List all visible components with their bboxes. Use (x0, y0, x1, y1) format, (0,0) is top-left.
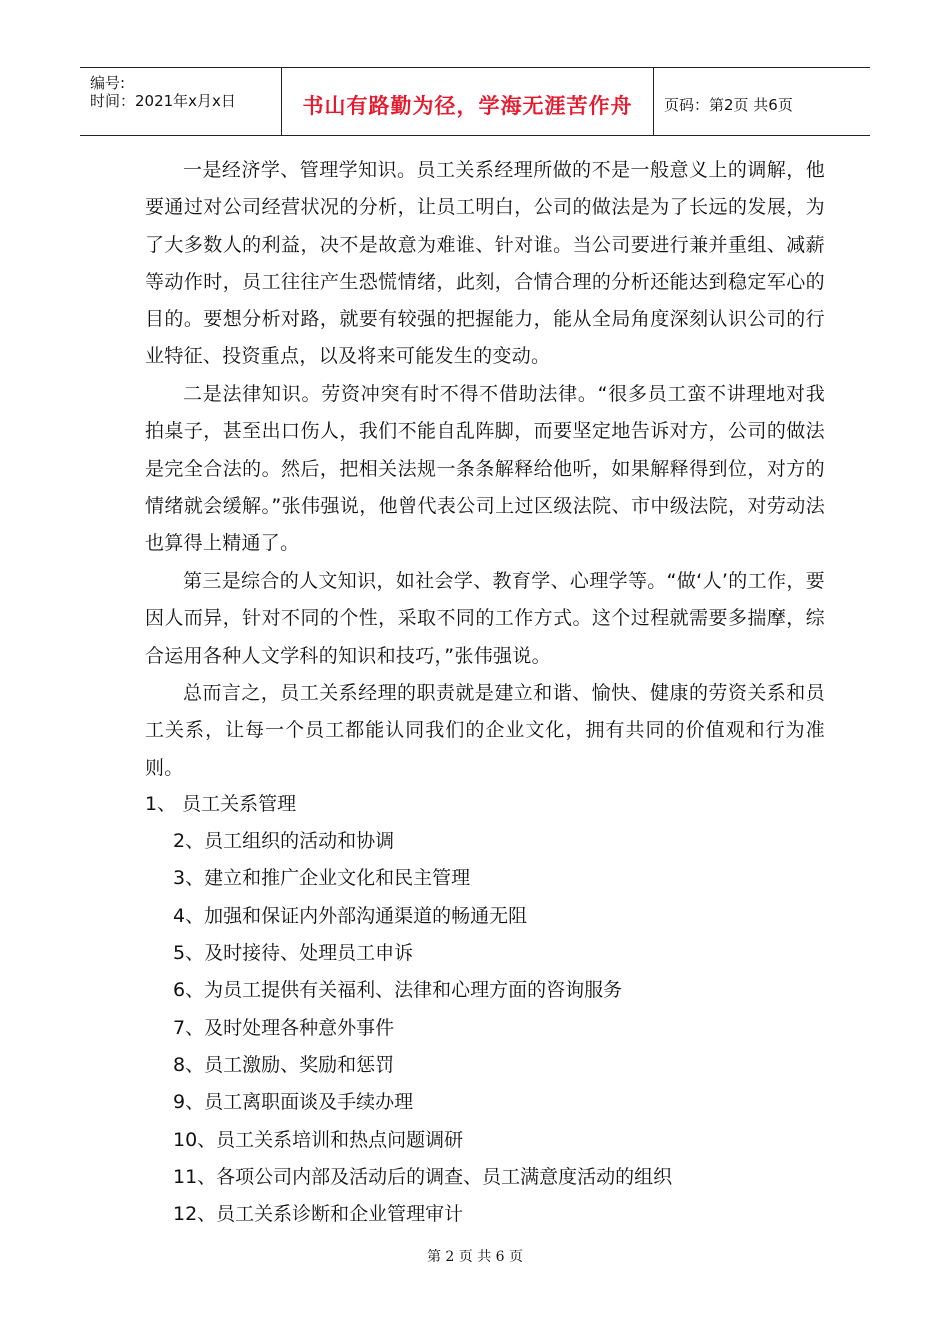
list-item: 1、 员工关系管理 (145, 793, 297, 815)
header-meta-cell (80, 68, 282, 135)
list-item: 5、及时接待、处理员工申诉 (173, 942, 414, 964)
list-item: 4、加强和保证内外部沟通渠道的畅通无阻 (173, 905, 528, 927)
paragraph-law: 二是法律知识。劳资冲突有时不得不借助法律。“很多员工蛮不讲理地对我拍桌子，甚至出口伤人，我们不能自乱阵脚，而要坚定地告诉对方，公司的做法是完全合法的。然后，把相关法规一条条解释给他听，如果解释得到位，对方的情绪就会缓解。”张伟强说，他曾代表公司上过区级法院、市中级法院，对劳动法也算得上精通了。 (145, 383, 825, 555)
page-footer: 第 2 页 共 6 页 (426, 1249, 524, 1265)
list-item: 8、员工激励、奖励和惩罚 (173, 1054, 395, 1076)
list-item: 3、建立和推广企业文化和民主管理 (173, 867, 471, 889)
list-item: 12、员工关系诊断和企业管理审计 (173, 1203, 464, 1225)
header-motto-cell (282, 68, 654, 135)
header-page-cell (654, 68, 870, 135)
list-item: 9、员工离职面谈及手续办理 (173, 1091, 414, 1113)
list-item: 7、及时处理各种意外事件 (173, 1017, 395, 1039)
list-item: 6、为员工提供有关福利、法律和心理方面的咨询服务 (173, 979, 623, 1001)
paragraph-summary: 总而言之，员工关系经理的职责就是建立和谐、愉快、健康的劳资关系和员工关系，让每一个员工都能认同我们的企业文化，拥有共同的价值观和行为准则。 (145, 682, 825, 779)
paragraph-humanities: 第三是综合的人文知识，如社会学、教育学、心理学等。“做‘人’的工作，要因人而异，针对不同的个性，采取不同的工作方式。这个过程就需要多揣摩，综合运用各种人文学科的知识和技巧，”张伟强说。 (145, 570, 825, 667)
list-item: 10、员工关系培训和热点问题调研 (173, 1129, 464, 1151)
page-info: 页码：第2页 共6页 (664, 96, 793, 114)
date-label: 时间：2021年x月x日 (90, 92, 236, 110)
list-item: 11、各项公司内部及活动后的调查、员工满意度活动的组织 (173, 1166, 673, 1188)
serial-label: 编号: (90, 74, 126, 92)
list-item: 2、员工组织的活动和协调 (173, 830, 395, 852)
page-header (80, 67, 870, 136)
paragraph-economics: 一是经济学、管理学知识。员工关系经理所做的不是一般意义上的调解，他要通过对公司经营状况的分析，让员工明白，公司的做法是为了长远的发展，为了大多数人的利益，决不是故意为难谁、针对谁。当公司要进行兼并重组、减薪等动作时，员工往往产生恐慌情绪，此刻，合情合理的分析还能达到稳定军心的目的。要想分析对路，就要有较强的把握能力，能从全局角度深刻认识公司的行业特征、投资重点，以及将来可能发生的变动。 (145, 159, 825, 368)
motto: 书山有路勤为径，学海无涯苦作舟 (302, 93, 633, 118)
